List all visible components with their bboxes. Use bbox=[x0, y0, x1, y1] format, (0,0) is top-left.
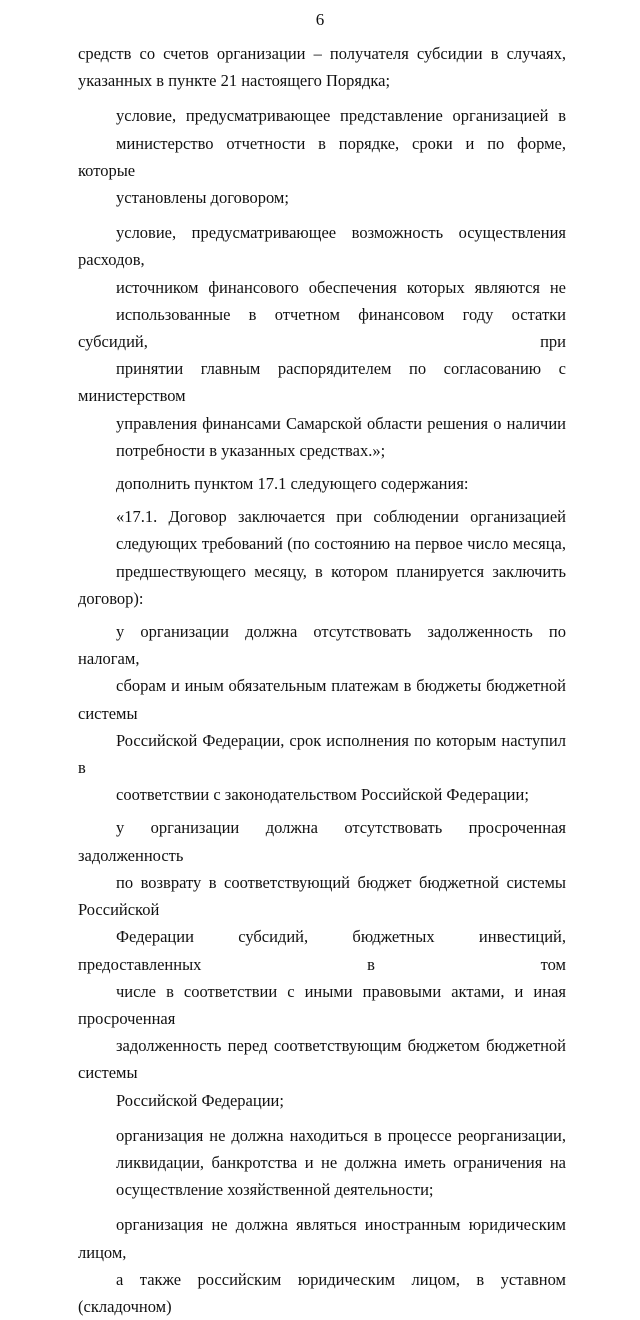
paragraph bbox=[78, 618, 566, 808]
text-line: ликвидации, банкротства и не должна иметь ограничения на bbox=[116, 1152, 566, 1172]
text-line: а также российским юридическим лицом, в уставном (складочном) bbox=[78, 1269, 566, 1316]
text-line: осуществление хозяйственной деятельности; bbox=[116, 1180, 434, 1200]
text-line: условие, предусматривающее представление организацией в bbox=[116, 106, 566, 126]
text-line: организация не должна находиться в процессе реорганизации, bbox=[116, 1125, 566, 1145]
paragraph bbox=[78, 503, 566, 612]
text-line: Российской Федерации; bbox=[116, 1090, 284, 1110]
text-line: источником финансового обеспечения которых являются не bbox=[116, 277, 566, 297]
text-line: министерство отчетности в порядке, сроки и по форме, которые bbox=[78, 133, 566, 180]
text-line: следующих требований (по состоянию на первое число месяца, bbox=[116, 534, 566, 554]
paragraph bbox=[78, 470, 566, 497]
paragraph bbox=[78, 1122, 566, 1204]
text-line: использованные в отчетном финансовом году остатки субсидий, при bbox=[78, 304, 566, 352]
text-line: задолженность перед соответствующим бюджетом бюджетной системы bbox=[78, 1036, 566, 1083]
text-line: принятии главным распорядителем по согласованию с министерством bbox=[78, 359, 566, 406]
paragraph bbox=[78, 40, 566, 94]
text-line: условие, предусматривающее возможность осуществления расходов, bbox=[78, 223, 566, 270]
paragraph bbox=[78, 102, 566, 211]
text-line: указанных в пункте 21 настоящего Порядка; bbox=[78, 71, 391, 91]
paragraph bbox=[78, 1211, 566, 1320]
text-line: Федерации субсидий, бюджетных инвестиций, предоставленных в том bbox=[78, 927, 566, 974]
text-line: дополнить пунктом 17.1 следующего содержания: bbox=[116, 474, 469, 494]
text-line: потребности в указанных средствах.»; bbox=[116, 440, 386, 460]
page-number: 6 bbox=[315, 10, 325, 29]
text-line: средств со счетов организации – получателя субсидии в случаях, bbox=[78, 44, 566, 63]
text-line: Российской Федерации, срок исполнения по которым наступил в bbox=[78, 730, 566, 778]
text-line: предшествующего месяцу, в котором планируется заключить договор): bbox=[78, 561, 566, 608]
text-line: числе в соответствии с иными правовыми актами, и иная просроченная bbox=[78, 981, 566, 1028]
text-line: «17.1. Договор заключается при соблюдении организацией bbox=[116, 507, 566, 527]
text-line: организация не должна являться иностранным юридическим лицом, bbox=[78, 1215, 566, 1262]
paragraph bbox=[78, 219, 566, 464]
text-line: у организации должна отсутствовать просроченная задолженность bbox=[78, 818, 566, 865]
paragraph bbox=[78, 814, 566, 1113]
text-line: сборам и иным обязательным платежам в бюджеты бюджетной системы bbox=[78, 676, 566, 723]
text-line: установлены договором; bbox=[116, 188, 289, 208]
text-line: соответствии с законодательством Российской Федерации; bbox=[116, 785, 529, 805]
document-body bbox=[78, 40, 566, 1320]
text-line: у организации должна отсутствовать задолженность по налогам, bbox=[78, 622, 566, 669]
text-line: по возврату в соответствующий бюджет бюджетной системы Российской bbox=[78, 872, 566, 920]
text-line: управления финансами Самарской области решения о наличии bbox=[116, 413, 566, 433]
